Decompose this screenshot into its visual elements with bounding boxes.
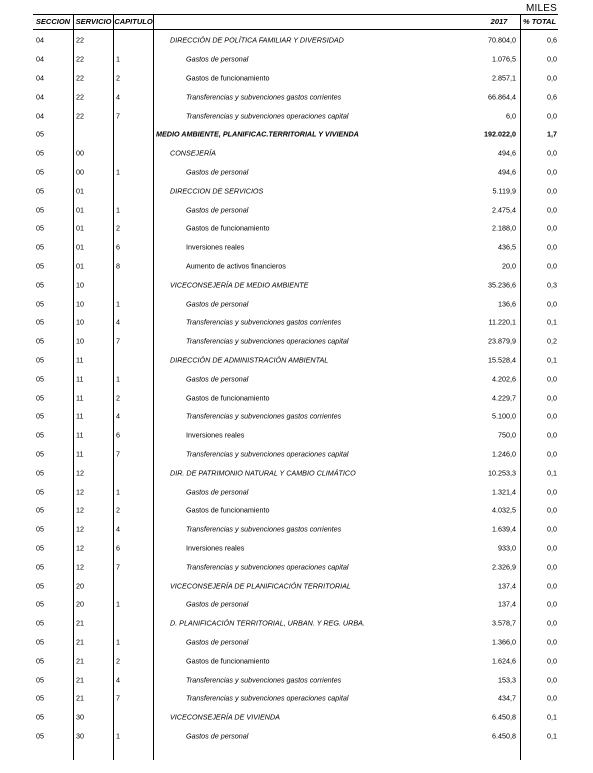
table-row (0, 219, 593, 238)
cell-capitulo: 7 (116, 449, 120, 459)
cell-description: VICECONSEJERÍA DE VIVIENDA (170, 712, 280, 722)
cell-amount: 1.366,0 (492, 637, 516, 647)
cell-servicio: 01 (76, 205, 84, 215)
cell-seccion: 05 (36, 411, 44, 421)
cell-amount: 66.864,4 (488, 92, 516, 102)
cell-amount: 4.229,7 (492, 393, 516, 403)
cell-description: Gastos de personal (186, 374, 249, 384)
cell-amount: 3.578,7 (492, 618, 516, 628)
cell-amount: 10.253,3 (488, 468, 516, 478)
table-row (0, 539, 593, 558)
cell-pct-total: 0,0 (547, 186, 557, 196)
table-row (0, 313, 593, 332)
cell-description: Inversiones reales (186, 543, 245, 553)
cell-description: Gastos de personal (186, 487, 249, 497)
cell-servicio: 11 (76, 374, 84, 384)
cell-servicio: 00 (76, 167, 84, 177)
cell-description: Transferencias y subvenciones gastos corrientes (186, 675, 342, 685)
cell-capitulo: 2 (116, 223, 120, 233)
table-row (0, 576, 593, 595)
cell-capitulo: 1 (116, 167, 120, 177)
table-row (0, 294, 593, 313)
cell-seccion: 05 (36, 637, 44, 647)
cell-servicio: 20 (76, 599, 84, 609)
cell-pct-total: 1,7 (547, 129, 557, 139)
cell-servicio: 22 (76, 92, 84, 102)
table-row (0, 144, 593, 163)
cell-servicio: 30 (76, 731, 84, 741)
table-row (0, 163, 593, 182)
cell-seccion: 05 (36, 242, 44, 252)
cell-description: Gastos de funcionamiento (186, 393, 270, 403)
cell-servicio: 21 (76, 675, 84, 685)
cell-seccion: 05 (36, 449, 44, 459)
cell-description: VICECONSEJERÍA DE MEDIO AMBIENTE (170, 280, 309, 290)
cell-capitulo: 1 (116, 374, 120, 384)
header-capitulo: CAPITULO (114, 17, 153, 26)
cell-servicio: 12 (76, 505, 84, 515)
table-row (0, 31, 593, 50)
cell-pct-total: 0,0 (547, 299, 557, 309)
table-row (0, 351, 593, 370)
table-row (0, 257, 593, 276)
cell-seccion: 05 (36, 393, 44, 403)
cell-description: Gastos de personal (186, 167, 249, 177)
cell-servicio: 12 (76, 468, 84, 478)
units-label: MILES (525, 3, 557, 14)
cell-amount: 23.879,9 (488, 336, 516, 346)
cell-capitulo: 7 (116, 693, 120, 703)
cell-capitulo: 7 (116, 336, 120, 346)
cell-capitulo: 1 (116, 299, 120, 309)
cell-description: CONSEJERÍA (170, 148, 216, 158)
table-row (0, 445, 593, 464)
cell-seccion: 05 (36, 468, 44, 478)
table-row (0, 238, 593, 257)
cell-capitulo: 6 (116, 430, 120, 440)
cell-seccion: 05 (36, 693, 44, 703)
cell-pct-total: 0,1 (547, 355, 557, 365)
cell-capitulo: 4 (116, 317, 120, 327)
cell-servicio: 22 (76, 54, 84, 64)
cell-amount: 2.188,0 (492, 223, 516, 233)
cell-pct-total: 0,0 (547, 637, 557, 647)
cell-description: DIRECCIÓN DE ADMINISTRACIÓN AMBIENTAL (170, 355, 329, 365)
cell-amount: 494,6 (498, 167, 516, 177)
cell-seccion: 05 (36, 505, 44, 515)
cell-description: Transferencias y subvenciones operaciones capital (186, 336, 349, 346)
cell-description: D. PLANIFICACIÓN TERRITORIAL, URBAN. Y REG. URBA. (170, 618, 365, 628)
table-row (0, 520, 593, 539)
cell-amount: 5.100,0 (492, 411, 516, 421)
cell-seccion: 05 (36, 562, 44, 572)
cell-amount: 436,5 (498, 242, 516, 252)
cell-description: Transferencias y subvenciones gastos corrientes (186, 92, 342, 102)
table-row (0, 388, 593, 407)
table-row (0, 727, 593, 746)
cell-servicio: 01 (76, 186, 84, 196)
cell-pct-total: 0,3 (547, 280, 557, 290)
cell-description: Transferencias y subvenciones operaciones capital (186, 693, 349, 703)
cell-servicio: 11 (76, 411, 84, 421)
cell-capitulo: 1 (116, 731, 120, 741)
cell-servicio: 11 (76, 430, 84, 440)
cell-servicio: 01 (76, 242, 84, 252)
cell-amount: 1.246,0 (492, 449, 516, 459)
cell-description: DIR. DE PATRIMONIO NATURAL Y CAMBIO CLIMÁTICO (170, 468, 356, 478)
cell-pct-total: 0,0 (547, 242, 557, 252)
header-top-rule (33, 14, 558, 15)
cell-amount: 6.450,8 (492, 712, 516, 722)
cell-pct-total: 0,0 (547, 73, 557, 83)
cell-pct-total: 0,0 (547, 618, 557, 628)
cell-description: Gastos de personal (186, 599, 249, 609)
cell-servicio: 10 (76, 299, 84, 309)
cell-capitulo: 6 (116, 543, 120, 553)
cell-servicio: 11 (76, 355, 84, 365)
header-pct-total: % TOTAL (522, 17, 557, 26)
cell-pct-total: 0,0 (547, 505, 557, 515)
cell-description: Gastos de funcionamiento (186, 656, 270, 666)
cell-seccion: 05 (36, 167, 44, 177)
header-servicio: SERVICIO (75, 17, 112, 26)
header-year: 2017 (490, 17, 508, 26)
cell-capitulo: 1 (116, 205, 120, 215)
cell-amount: 1.624,6 (492, 656, 516, 666)
cell-seccion: 05 (36, 731, 44, 741)
cell-capitulo: 6 (116, 242, 120, 252)
table-row (0, 181, 593, 200)
table-row (0, 426, 593, 445)
cell-description: Transferencias y subvenciones operaciones capital (186, 562, 349, 572)
cell-servicio: 21 (76, 637, 84, 647)
cell-amount: 4.032,5 (492, 505, 516, 515)
cell-pct-total: 0,0 (547, 393, 557, 403)
table-row (0, 106, 593, 125)
cell-pct-total: 0,2 (547, 336, 557, 346)
cell-servicio: 10 (76, 317, 84, 327)
cell-pct-total: 0,0 (547, 411, 557, 421)
cell-servicio: 30 (76, 712, 84, 722)
cell-description: MEDIO AMBIENTE, PLANIFICAC.TERRITORIAL Y VIVIENDA (156, 129, 359, 139)
cell-seccion: 05 (36, 205, 44, 215)
cell-description: Gastos de funcionamiento (186, 223, 270, 233)
cell-capitulo: 2 (116, 393, 120, 403)
cell-servicio: 01 (76, 261, 84, 271)
table-row (0, 689, 593, 708)
cell-pct-total: 0,0 (547, 581, 557, 591)
header-bottom-rule (33, 29, 558, 30)
cell-servicio: 11 (76, 393, 84, 403)
cell-seccion: 05 (36, 186, 44, 196)
cell-amount: 1.639,4 (492, 524, 516, 534)
cell-seccion: 05 (36, 618, 44, 628)
cell-description: Transferencias y subvenciones operaciones capital (186, 111, 349, 121)
cell-seccion: 05 (36, 280, 44, 290)
cell-seccion: 05 (36, 524, 44, 534)
cell-seccion: 05 (36, 599, 44, 609)
cell-capitulo: 1 (116, 487, 120, 497)
cell-amount: 494,6 (498, 148, 516, 158)
cell-servicio: 11 (76, 449, 84, 459)
cell-servicio: 10 (76, 336, 84, 346)
cell-description: Gastos de funcionamiento (186, 505, 270, 515)
cell-servicio: 22 (76, 111, 84, 121)
cell-seccion: 05 (36, 261, 44, 271)
cell-amount: 4.202,6 (492, 374, 516, 384)
cell-pct-total: 0,0 (547, 111, 557, 121)
cell-description: Gastos de personal (186, 731, 249, 741)
cell-servicio: 12 (76, 524, 84, 534)
cell-capitulo: 4 (116, 524, 120, 534)
cell-capitulo: 7 (116, 111, 120, 121)
cell-description: Transferencias y subvenciones gastos corrientes (186, 524, 342, 534)
cell-pct-total: 0,0 (547, 54, 557, 64)
cell-description: Gastos de personal (186, 299, 249, 309)
cell-description: Gastos de funcionamiento (186, 73, 270, 83)
cell-pct-total: 0,6 (547, 35, 557, 45)
table-row (0, 651, 593, 670)
cell-servicio: 12 (76, 487, 84, 497)
cell-amount: 137,4 (498, 581, 516, 591)
cell-capitulo: 8 (116, 261, 120, 271)
cell-pct-total: 0,0 (547, 675, 557, 685)
cell-pct-total: 0,0 (547, 167, 557, 177)
cell-description: Gastos de personal (186, 637, 249, 647)
cell-description: VICECONSEJERÍA DE PLANIFICACIÓN TERRITORIAL (170, 581, 351, 591)
table-row (0, 87, 593, 106)
cell-pct-total: 0,0 (547, 449, 557, 459)
cell-servicio: 21 (76, 693, 84, 703)
cell-description: Gastos de personal (186, 54, 249, 64)
cell-servicio: 12 (76, 543, 84, 553)
cell-description: Transferencias y subvenciones gastos corrientes (186, 317, 342, 327)
cell-pct-total: 0,0 (547, 543, 557, 553)
cell-seccion: 05 (36, 656, 44, 666)
table-row (0, 482, 593, 501)
cell-pct-total: 0,0 (547, 562, 557, 572)
cell-description: DIRECCIÓN DE POLÍTICA FAMILIAR Y DIVERSIDAD (170, 35, 344, 45)
cell-amount: 35.236,6 (488, 280, 516, 290)
cell-amount: 11.220,1 (488, 317, 516, 327)
cell-seccion: 05 (36, 317, 44, 327)
cell-description: Transferencias y subvenciones operaciones capital (186, 449, 349, 459)
table-row (0, 275, 593, 294)
cell-amount: 6.450,8 (492, 731, 516, 741)
table-row (0, 670, 593, 689)
table-row (0, 369, 593, 388)
cell-seccion: 05 (36, 712, 44, 722)
cell-servicio: 20 (76, 581, 84, 591)
cell-capitulo: 1 (116, 54, 120, 64)
cell-amount: 70.804,0 (488, 35, 516, 45)
table-row (0, 595, 593, 614)
cell-amount: 2.857,1 (492, 73, 516, 83)
cell-seccion: 05 (36, 223, 44, 233)
cell-servicio: 00 (76, 148, 84, 158)
table-row (0, 407, 593, 426)
cell-seccion: 05 (36, 543, 44, 553)
cell-amount: 933,0 (498, 543, 516, 553)
cell-amount: 1.076,5 (492, 54, 516, 64)
cell-description: Transferencias y subvenciones gastos corrientes (186, 411, 342, 421)
cell-pct-total: 0,0 (547, 599, 557, 609)
cell-seccion: 04 (36, 92, 44, 102)
cell-servicio: 21 (76, 656, 84, 666)
cell-capitulo: 1 (116, 637, 120, 647)
cell-seccion: 05 (36, 430, 44, 440)
cell-seccion: 04 (36, 54, 44, 64)
table-row (0, 200, 593, 219)
cell-capitulo: 2 (116, 73, 120, 83)
cell-amount: 1.321,4 (492, 487, 516, 497)
cell-capitulo: 1 (116, 599, 120, 609)
cell-amount: 137,4 (498, 599, 516, 609)
table-row (0, 332, 593, 351)
cell-amount: 15.528,4 (488, 355, 516, 365)
cell-seccion: 05 (36, 336, 44, 346)
cell-seccion: 05 (36, 148, 44, 158)
table-row (0, 501, 593, 520)
cell-seccion: 04 (36, 73, 44, 83)
table-row (0, 633, 593, 652)
header-seccion: SECCION (35, 17, 71, 26)
cell-pct-total: 0,0 (547, 524, 557, 534)
cell-capitulo: 4 (116, 675, 120, 685)
cell-capitulo: 7 (116, 562, 120, 572)
cell-seccion: 05 (36, 487, 44, 497)
cell-servicio: 22 (76, 73, 84, 83)
cell-description: Aumento de activos financieros (186, 261, 286, 271)
cell-description: Gastos de personal (186, 205, 249, 215)
cell-amount: 136,6 (498, 299, 516, 309)
table-row (0, 50, 593, 69)
cell-pct-total: 0,0 (547, 261, 557, 271)
cell-servicio: 21 (76, 618, 84, 628)
cell-pct-total: 0,1 (547, 731, 557, 741)
cell-seccion: 05 (36, 675, 44, 685)
table-row (0, 614, 593, 633)
cell-pct-total: 0,0 (547, 656, 557, 666)
cell-pct-total: 0,6 (547, 92, 557, 102)
cell-pct-total: 0,0 (547, 223, 557, 233)
cell-pct-total: 0,1 (547, 317, 557, 327)
cell-seccion: 05 (36, 299, 44, 309)
cell-capitulo: 2 (116, 505, 120, 515)
cell-amount: 6,0 (506, 111, 516, 121)
cell-seccion: 05 (36, 129, 44, 139)
table-row (0, 463, 593, 482)
table-row (0, 125, 593, 144)
cell-capitulo: 4 (116, 92, 120, 102)
cell-pct-total: 0,0 (547, 487, 557, 497)
cell-pct-total: 0,0 (547, 374, 557, 384)
cell-amount: 2.326,9 (492, 562, 516, 572)
cell-description: Inversiones reales (186, 242, 245, 252)
cell-servicio: 22 (76, 35, 84, 45)
cell-seccion: 04 (36, 35, 44, 45)
cell-servicio: 10 (76, 280, 84, 290)
table-row (0, 557, 593, 576)
cell-amount: 750,0 (498, 430, 516, 440)
cell-description: Inversiones reales (186, 430, 245, 440)
cell-pct-total: 0,0 (547, 430, 557, 440)
table-row (0, 69, 593, 88)
cell-capitulo: 4 (116, 411, 120, 421)
cell-amount: 434,7 (498, 693, 516, 703)
cell-pct-total: 0,0 (547, 693, 557, 703)
cell-seccion: 05 (36, 374, 44, 384)
cell-servicio: 12 (76, 562, 84, 572)
cell-pct-total: 0,0 (547, 148, 557, 158)
cell-pct-total: 0,0 (547, 205, 557, 215)
cell-seccion: 05 (36, 581, 44, 591)
cell-amount: 5.119,9 (492, 186, 516, 196)
cell-description: DIRECCION DE SERVICIOS (170, 186, 264, 196)
table-row (0, 708, 593, 727)
cell-capitulo: 2 (116, 656, 120, 666)
cell-pct-total: 0,1 (547, 712, 557, 722)
cell-seccion: 04 (36, 111, 44, 121)
cell-amount: 153,3 (498, 675, 516, 685)
cell-pct-total: 0,1 (547, 468, 557, 478)
cell-seccion: 05 (36, 355, 44, 365)
cell-amount: 20,0 (502, 261, 516, 271)
cell-amount: 192.022,0 (484, 129, 516, 139)
cell-amount: 2.475,4 (492, 205, 516, 215)
cell-servicio: 01 (76, 223, 84, 233)
